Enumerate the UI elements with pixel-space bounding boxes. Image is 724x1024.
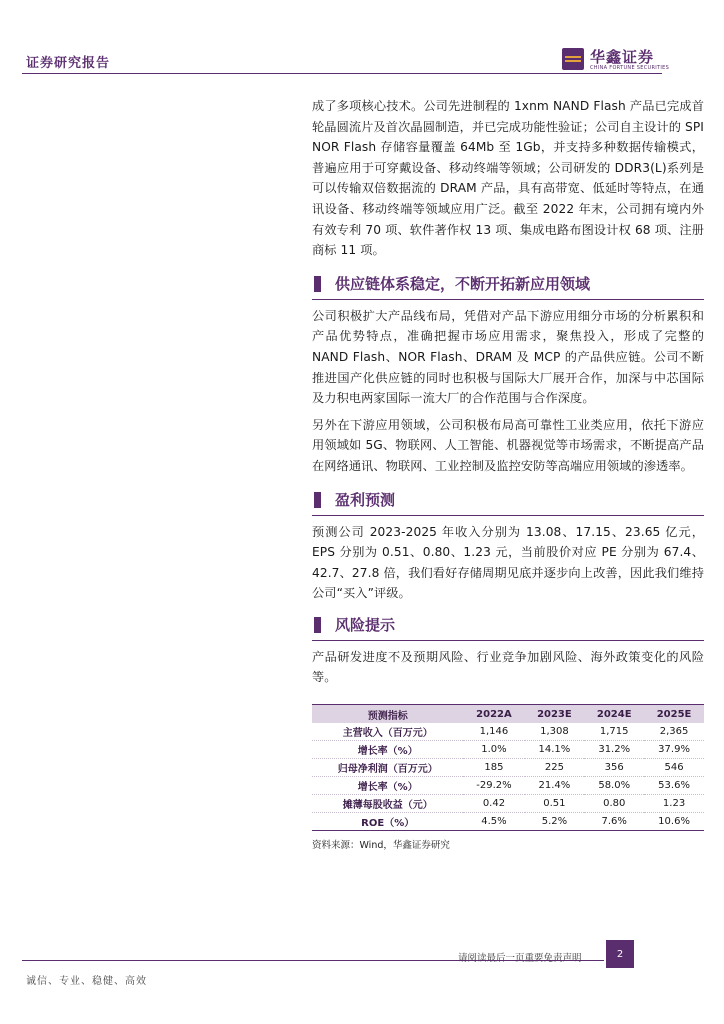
table-cell: 58.0% bbox=[598, 780, 631, 792]
table-row bbox=[312, 813, 704, 831]
row-label: 增长率（%） bbox=[357, 782, 418, 794]
table-row bbox=[312, 723, 704, 741]
row-label: ROE（%） bbox=[312, 813, 463, 831]
table-cell: 4.5% bbox=[463, 813, 524, 831]
table-cell: 225 bbox=[544, 762, 564, 774]
section-heading-forecast bbox=[312, 487, 704, 513]
report-type-label: 证券研究报告 bbox=[26, 56, 111, 71]
table-cell: 21.4% bbox=[538, 780, 571, 792]
section-title: 盈利预测 bbox=[335, 491, 396, 509]
logo-text-cn: 华鑫证券 bbox=[590, 48, 655, 66]
table-cell: 53.6% bbox=[658, 780, 690, 792]
table-cell: 185 bbox=[484, 762, 504, 774]
section-divider bbox=[312, 515, 704, 516]
row-label: 摊薄每股收益（元） bbox=[342, 800, 433, 812]
table-cell: 546 bbox=[664, 762, 684, 774]
table-cell: 0.80 bbox=[603, 798, 626, 810]
table-cell: 5.2% bbox=[525, 813, 585, 831]
table-header-cell: 2023E bbox=[525, 705, 585, 724]
footer-motto: 诚信、专业、稳健、高效 bbox=[26, 976, 147, 987]
table-cell: 1.0% bbox=[481, 744, 507, 756]
table-source-note: 资料来源：Wind，华鑫证券研究 bbox=[312, 840, 450, 852]
section-marker-icon bbox=[314, 492, 321, 508]
table-cell: 7.6% bbox=[584, 813, 644, 831]
main-content bbox=[312, 96, 704, 851]
table-cell: 0.42 bbox=[482, 798, 506, 810]
table-cell: 1,146 bbox=[479, 726, 509, 738]
paragraph-downstream: 另外在下游应用领域，公司积极布局高可靠性工业类应用，依托下游应用领域如 5G、物联网、人工智能、机器视觉等市场需求，不断提高产品在网络通讯、物联网、工业控制及监控安防等高端应用领域的渗透率。 bbox=[312, 417, 704, 473]
table-cell: 356 bbox=[604, 762, 624, 774]
table-row bbox=[312, 759, 704, 777]
section-title: 供应链体系稳定，不断开拓新应用领域 bbox=[335, 275, 591, 294]
header-divider bbox=[22, 73, 662, 74]
paragraph-forecast: 预测公司 2023-2025 年收入分别为 13.08、17.15、23.65 亿元，EPS 分别为 0.51、0.80、1.23 元，当前股价对应 PE 分别为 67.4、42.7、27.8 倍，我们看好存储周期见底并逐步向上改善，因此我们维持公司“买入”评级。 bbox=[312, 524, 704, 601]
table-cell: 1,308 bbox=[540, 726, 569, 738]
section-title: 风险提示 bbox=[335, 616, 396, 635]
table-cell: 1.23 bbox=[662, 798, 686, 810]
footer-divider bbox=[22, 960, 604, 961]
table-cell: 37.9% bbox=[658, 744, 690, 756]
table-row bbox=[312, 777, 704, 795]
section-marker-icon bbox=[314, 617, 321, 633]
table-row bbox=[312, 795, 704, 813]
row-label: 归母净利润（百万元） bbox=[337, 764, 438, 776]
table-cell: 14.1% bbox=[538, 744, 571, 756]
table-header-cell: 2022A bbox=[463, 705, 524, 724]
forecast-table bbox=[312, 704, 704, 831]
table-header-cell: 2025E bbox=[644, 705, 704, 724]
table-cell: 0.51 bbox=[543, 798, 566, 810]
paragraph-core-tech: 成了多项核心技术。公司先进制程的 1xnm NAND Flash 产品已完成首轮晶圆流片及首次晶圆制造，并已完成功能性验证；公司自主设计的 SPI NOR Flash 存储容量覆盖 64Mb 至 1Gb，并支持多种数据传输模式，普遍应用于可穿戴设备、移动终端等领域；公司研发的 DDR3(L)系列是可以传输双倍数据流的 DRAM 产品，具有高带宽、低延时等特点，在通讯设备、移动终端等领域应用广泛。截至 2022 年末，公司拥有境内外有效专利 70 项、软件著作权 13 项、集成电路布图设计权 68 项、注册商标 11 项。 bbox=[312, 99, 704, 258]
section-heading-supply-chain bbox=[312, 271, 704, 297]
page-number: 2 bbox=[606, 940, 634, 968]
row-label: 增长率（%） bbox=[357, 746, 418, 758]
table-header-cell: 2024E bbox=[584, 705, 644, 724]
logo-text-en: CHINA FORTUNE SECURITIES bbox=[590, 65, 670, 71]
section-heading-risk bbox=[312, 612, 704, 638]
section-divider bbox=[312, 640, 704, 641]
section-marker-icon bbox=[314, 276, 321, 292]
table-cell: 31.2% bbox=[598, 744, 631, 756]
table-cell: 1,715 bbox=[599, 726, 629, 738]
brand-logo bbox=[562, 46, 702, 76]
table-row bbox=[312, 741, 704, 759]
disclaimer-notice: 请阅读最后一页重要免责声明 bbox=[458, 953, 582, 964]
table-cell: -29.2% bbox=[476, 780, 512, 792]
table-header-cell: 预测指标 bbox=[312, 705, 463, 724]
table-cell: 2,365 bbox=[659, 726, 689, 738]
paragraph-risk: 产品研发进度不及预期风险、行业竞争加剧风险、海外政策变化的风险等。 bbox=[312, 649, 704, 685]
logo-mark-icon bbox=[562, 48, 584, 70]
table-cell: 10.6% bbox=[644, 813, 704, 831]
row-label: 主营收入（百万元） bbox=[342, 728, 433, 740]
table-header-row bbox=[312, 705, 704, 724]
paragraph-supply-chain: 公司积极扩大产品线布局，凭借对产品下游应用细分市场的分析累积和产品优势特点，准确把握市场应用需求，聚焦投入，形成了完整的 NAND Flash、NOR Flash、DRAM 及 MCP 的产品供应链。公司不断推进国产化供应链的同时也积极与国际大厂展开合作，加深与中芯国际及力积电两家国际一流大厂的合作范围与合作深度。 bbox=[312, 308, 704, 406]
section-divider bbox=[312, 299, 704, 300]
